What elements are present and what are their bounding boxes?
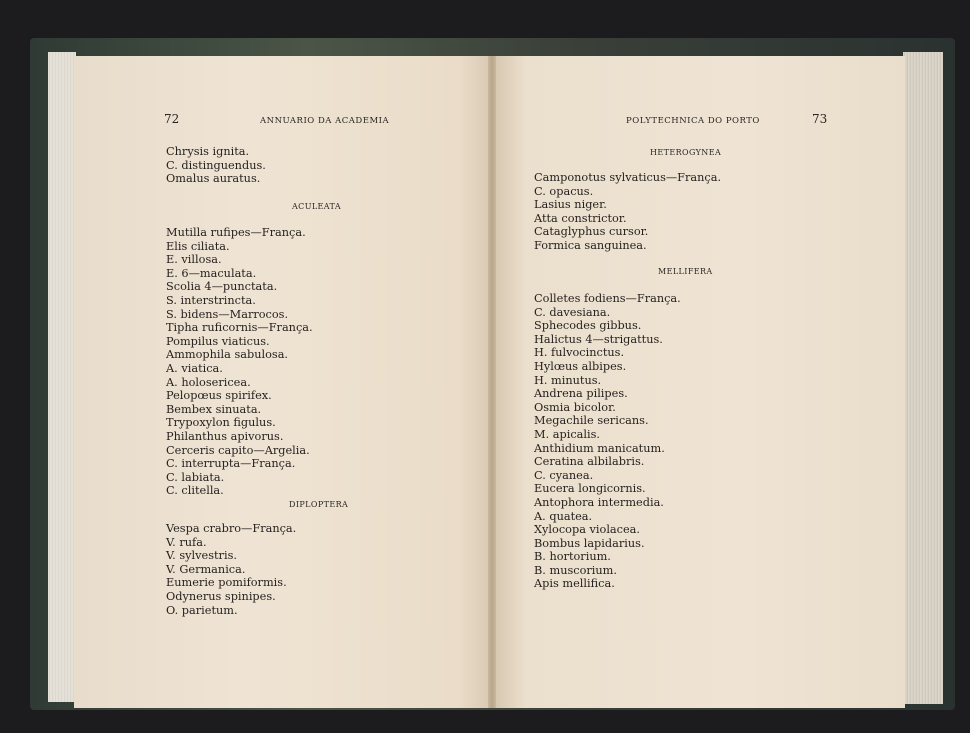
species-entry: Tipha ruficornis—França.: [166, 321, 313, 335]
right-page: [493, 56, 905, 708]
species-entry: Chrysis ignita.: [166, 145, 250, 158]
left-top-species-list: [166, 145, 266, 186]
species-entry: Pompilus viaticus.: [166, 334, 270, 348]
right-running-head: POLYTECHNICA DO PORTO: [626, 116, 760, 126]
species-entry: Apis mellifica.: [534, 577, 615, 591]
species-entry: Sphecodes gibbus.: [534, 319, 642, 333]
section-heading-heterogynea: HETEROGYNEA: [650, 148, 722, 157]
species-entry: Eucera longicornis.: [534, 482, 646, 496]
species-entry: Vespa crabro—França.: [166, 522, 297, 535]
left-page-edges: [48, 52, 76, 702]
species-entry: Megachile sericans.: [534, 414, 649, 428]
right-page-number: 73: [812, 112, 828, 126]
species-entry: Xylocopa violacea.: [534, 523, 641, 537]
section-heading-mellifera: MELLIFERA: [658, 267, 713, 276]
species-entry: Mutilla rufipes—França.: [166, 226, 306, 239]
species-entry: Ammophila sabulosa.: [166, 348, 289, 362]
species-entry: Halictus 4—strigattus.: [534, 332, 663, 346]
species-entry: B. muscorium.: [534, 563, 617, 577]
species-entry: Atta constrictor.: [534, 211, 627, 225]
species-entry: Lasius niger.: [534, 198, 607, 212]
species-entry: Antophora intermedia.: [534, 495, 664, 509]
species-entry: C. davesiana.: [534, 305, 611, 319]
species-entry: Elis ciliata.: [166, 239, 230, 253]
species-entry: Odynerus spinipes.: [166, 589, 276, 603]
species-entry: Hylœus albipes.: [534, 359, 627, 373]
species-entry: Philanthus apivorus.: [166, 429, 284, 443]
species-entry: V. sylvestris.: [166, 549, 237, 563]
species-entry: Anthidium manicatum.: [534, 441, 665, 455]
left-page: [74, 56, 492, 708]
species-entry: A. holosericea.: [166, 375, 251, 389]
species-entry: E. villosa.: [166, 253, 222, 267]
species-entry: B. hortorium.: [534, 550, 611, 564]
species-entry: Ceratina albilabris.: [534, 455, 645, 469]
species-entry: Cataglyphus cursor.: [534, 225, 649, 239]
species-entry: E. 6—maculata.: [166, 266, 257, 280]
species-entry: H. minutus.: [534, 373, 602, 387]
left-page-number: 72: [164, 112, 180, 126]
species-entry: S. bidens—Marrocos.: [166, 307, 289, 321]
species-entry: M. apicalis.: [534, 427, 601, 441]
book-gutter: [488, 56, 496, 708]
species-entry: Formica sanguinea.: [534, 238, 647, 252]
species-entry: Bembex sinuata.: [166, 402, 262, 416]
mellifera-species-list: [534, 292, 681, 591]
section-heading-diploptera: DIPLOPTERA: [289, 500, 349, 509]
right-page-edges: [903, 52, 943, 704]
species-entry: A. viatica.: [166, 361, 223, 375]
species-entry: Cerceris capito—Argelia.: [166, 443, 310, 457]
species-entry: Trypoxylon figulus.: [166, 416, 276, 430]
species-entry: Eumerie pomiformis.: [166, 576, 287, 590]
species-entry: C. cyanea.: [534, 468, 594, 482]
species-entry: Scolia 4—punctata.: [166, 280, 278, 294]
diploptera-species-list: [166, 522, 296, 617]
species-entry: Bombus lapidarius.: [534, 536, 645, 550]
species-entry: Pelopœus spirifex.: [166, 389, 272, 403]
species-entry: Colletes fodiens—França.: [534, 292, 681, 305]
section-heading-aculeata: ACULEATA: [292, 202, 342, 211]
species-entry: C. clitella.: [166, 484, 224, 498]
species-entry: C. distinguendus.: [166, 158, 266, 172]
species-entry: Camponotus sylvaticus—França.: [534, 171, 722, 184]
species-entry: O. parietum.: [166, 603, 238, 617]
species-entry: H. fulvocinctus.: [534, 346, 625, 360]
species-entry: C. interrupta—França.: [166, 457, 296, 471]
species-entry: Omalus auratus.: [166, 172, 261, 186]
species-entry: Andrena pilipes.: [534, 387, 628, 401]
species-entry: V. Germanica.: [166, 562, 246, 576]
species-entry: C. opacus.: [534, 184, 594, 198]
species-entry: S. interstrincta.: [166, 293, 256, 307]
left-running-head: ANNUARIO DA ACADEMIA: [260, 116, 390, 126]
aculeata-species-list: [166, 226, 313, 498]
heterogynea-species-list: [534, 171, 721, 253]
species-entry: A. quatea.: [534, 509, 593, 523]
species-entry: V. rufa.: [166, 535, 207, 549]
species-entry: C. labiata.: [166, 470, 225, 484]
species-entry: Osmia bicolor.: [534, 400, 616, 414]
